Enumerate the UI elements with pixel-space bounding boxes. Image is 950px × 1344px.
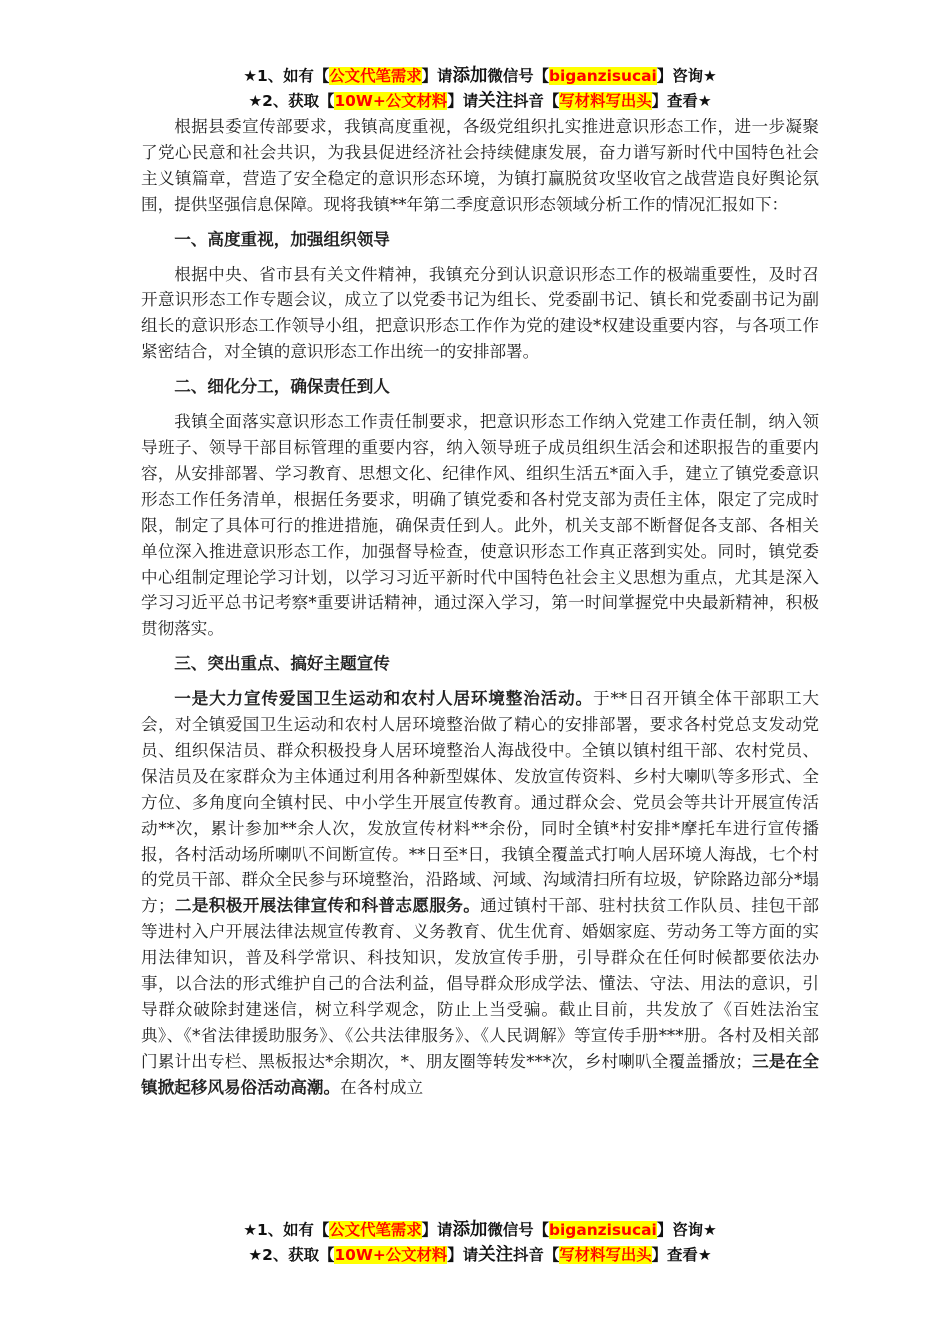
section-2-paragraph: 我镇全面落实意识形态工作责任制要求，把意识形态工作纳入党建工作责任制，纳入领导班子、领导干部目标管理的重要内容，纳入领导班子成员组织生活会和述职报告的重要内容，从安排部署、学习教育、思想文化、纪律作风、组织生活五*面入手，建立了镇党委意识形态工作任务清单，根据任务要求，明确了镇党委和各村党支部为责任主体，限定了完成时限，制定了具体可行的推进措施，确保责任到人。此外，机关支部不断督促各支部、各相关单位深入推进意识形态工作，加强督导检查，使意识形态工作真正落到实处。同时，镇党委中心组制定理论学习计划，以学习习近平新时代中国特色社会主义思想为重点，尤其是深入学习习近平总书记考察*重要讲话精神，通过深入学习，第一时间掌握党中央最新精神，积极贯彻落实。 [141,412,819,639]
section-1-paragraph: 根据中央、省市县有关文件精神，我镇充分到认识意识形态工作的极端重要性，及时召开意识形态工作专题会议，成立了以党委书记为组长、党委副书记、镇长和党委副书记为副组长的意识形态工作领导小组，把意识形态工作作为党的建设*权建设重要内容，与各项工作紧密结合，对全镇的意识形态工作出统一的安排部署。 [141,264,819,362]
highlight-text: 公文代笔需求 [329,1221,422,1239]
promo-line-1: ★1、如有【公文代笔需求】请添加微信号【biganzisucai】咨询★ [243,1220,717,1240]
section-heading-1: 一、高度重视，加强组织领导 [174,229,390,249]
bold-lead-1: 一是大力宣传爱国卫生运动和农村人居环境整治活动。 [174,689,593,709]
highlight-text: 公文代笔需求 [329,67,422,85]
promo-banner-top [141,64,819,114]
section-3-paragraph: 一是大力宣传爱国卫生运动和农村人居环境整治活动。于**日召开镇全体干部职工大会，对全镇爱国卫生运动和农村人居环境整治做了精心的安排部署，要求各村党总支发动党员、组织保洁员、群众积极投身人居环境整治人海战役中。全镇以镇村组干部、农村党员、保洁员及在家群众为主体通过利用各种新型媒体、发放宣传资料、乡村大喇叭等多形式、全方位、多角度向全镇村民、中小学生开展宣传教育。通过群众会、党员会等共计开展宣传活动**次，累计参加**余人次，发放宣传材料**余份，同时全镇*村安排*摩托车进行宣传播报，各村活动场所喇叭不间断宣传。**日至*日，我镇全覆盖式打响人居环境人海战，七个村的党员干部、群众全民参与环境整治，沿路域、河域、沟域清扫所有垃圾，铲除路边部分*塌方；二是积极开展法律宣传和科普志愿服务。通过镇村干部、驻村扶贫工作队员、挂包干部等进村入户开展法律法规宣传教育、义务教育、优生优育、婚姻家庭、劳动务工等方面的实用法律知识，普及科学常识、科技知识，发放宣传手册，引导群众在任何时候都要依法办事，以合法的形式维护自己的合法利益，倡导群众形成学法、懂法、守法、用法的意识，引导群众破除封建迷信，树立科学观念，防止上当受骗。截止目前，共发放了《百姓法治宝典》、《*省法律援助服务》、《公共法律服务》、《人民调解》等宣传手册***册。各村及相关部门累计出专栏、黑板报达*余期次，*、朋友圈等转发***次，乡村喇叭全覆盖播放；三是在全镇掀起移风易俗活动高潮。在各村成立 [141,689,820,1097]
intro-paragraph: 根据县委宣传部要求，我镇高度重视，各级党组织扎实推进意识形态工作，进一步凝聚了党心民意和社会共识，为我县促进经济社会持续健康发展，奋力谱写新时代中国特色社会主义镇篇章，营造了安全稳定的意识形态环境，为镇打赢脱贫攻坚收官之战营造良好舆论氛围，提供坚强信息保障。现将我镇**年第二季度意识形态领域分析工作的情况汇报如下： [141,117,819,214]
promo-line-2: ★2、获取【10W+公文材料】请关注抖音【写材料写出头】查看★ [248,1245,712,1265]
document-page [141,64,819,1101]
highlight-text: biganzisucai [549,67,657,85]
highlight-text: 写材料写出头 [559,92,652,110]
promo-line-2: ★2、获取【10W+公文材料】请关注抖音【写材料写出头】查看★ [248,91,712,111]
highlight-text: 10W+公文材料 [334,1246,448,1264]
promo-line-1: ★1、如有【公文代笔需求】请添加微信号【biganzisucai】咨询★ [243,66,717,86]
highlight-text: 写材料写出头 [559,1246,652,1264]
highlight-text: biganzisucai [549,1221,657,1239]
section-heading-3: 三、突出重点、搞好主题宣传 [174,654,390,674]
bold-lead-2: 二是积极开展法律宣传和科普志愿服务。 [174,896,481,916]
bold-lead-3: 三是在全镇掀起移风易俗活动高潮。 [141,1051,820,1097]
promo-banner-bottom [141,1218,819,1268]
section-heading-2: 二、细化分工，确保责任到人 [174,377,390,397]
highlight-text: 10W+公文材料 [334,92,448,110]
